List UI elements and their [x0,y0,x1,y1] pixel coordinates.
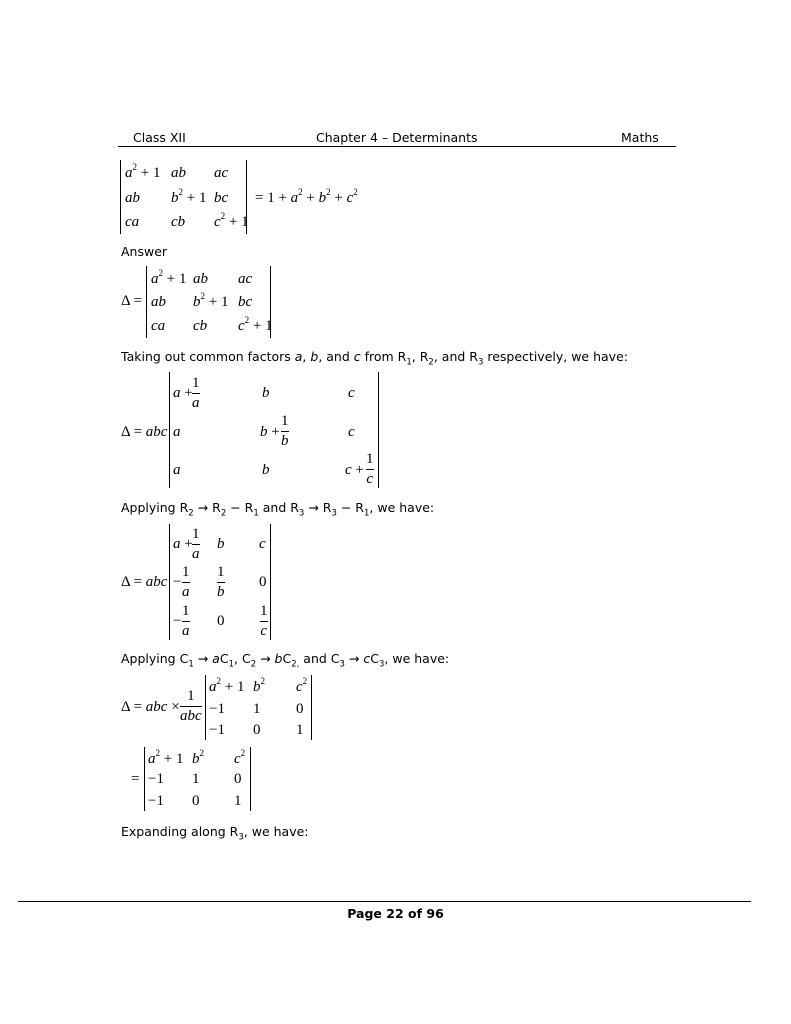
math-cell: bc [238,294,253,310]
math-cell: b [262,462,270,478]
math-cell: 0 [192,793,200,809]
math-cell: 0 [253,722,261,738]
fraction: 1 c [366,451,374,487]
math-cell: ca [125,214,140,230]
header-rule [118,146,676,147]
math-cell: 0 [234,771,242,787]
math-cell: b + [260,424,280,440]
fraction: 1 b [281,413,289,449]
fraction: 1 abc [180,688,202,724]
math-cell: 0 [217,613,225,629]
math-cell: $c^2$ [296,676,308,695]
math-cell: 1 [192,771,200,787]
math-cell: 1 [234,793,242,809]
det-bar-right [270,266,271,338]
math-cell: $b^2 + 1$ [193,291,229,310]
fraction: 1 a [182,603,190,639]
math-cell: cb [193,318,208,334]
math-cell: 0 [259,574,267,590]
problem-rhs: = $1 + a^2 + b^2 + c^2$ [255,187,358,206]
math-cell: −1 [148,771,164,787]
det-bar-right [246,160,247,234]
math-cell: $b^2$ [253,676,265,695]
det-bar-right [250,747,251,811]
math-cell: b [217,536,225,552]
math-cell: ca [151,318,166,334]
math-cell: c + [345,462,364,478]
math-cell: 0 [296,701,304,717]
math-cell: ab [125,190,140,206]
header-class: Class XII [133,130,186,145]
det-bar-right [270,524,271,640]
col-ops-text: Applying $C_1 \to aC_1$, $C_2 \to bC_{2,}$ and $C_3 \to cC_3$, we have: [121,651,450,670]
expanding-text: Expanding along $R_3$, we have: [121,824,309,843]
header-chapter: Chapter 4 – Determinants [316,130,478,145]
footer-rule [18,901,751,902]
math-lhs: Δ = abc × [121,699,180,715]
math-cell: a [173,424,181,440]
det-bar-left [146,266,147,338]
math-cell: $a^2 + 1$ [151,268,187,287]
math-cell: c [348,385,355,401]
math-cell: − [173,574,182,590]
common-factors-text: Taking out common factors a, b, and c from $R_1$, $R_2$, and $R_3$ respectively, we have: [121,349,628,368]
math-cell: c [348,424,355,440]
math-cell: − [173,613,182,629]
math-cell: c [259,536,266,552]
det-bar-right [311,675,312,740]
math-cell: $a^2 + 1$ [209,676,245,695]
math-cell: cb [171,214,186,230]
fraction: 1 a [192,375,200,411]
math-lhs: Δ = abc [121,574,168,590]
math-cell: −1 [209,701,225,717]
math-cell: $b^2$ [192,748,204,767]
math-cell: $a^2 + 1$ [125,162,161,181]
fraction: 1 a [182,564,190,600]
fraction: 1 b [217,564,225,600]
math-cell: a + [173,536,193,552]
fraction: 1 a [192,526,200,562]
math-cell: a [173,462,181,478]
page-number: Page 22 of 96 [347,906,444,921]
math-cell: 1 [253,701,261,717]
math-lhs: Δ = [121,293,143,309]
math-cell: ac [238,271,253,287]
answer-label: Answer [121,244,168,259]
math-cell: ab [193,271,208,287]
det-bar-left [169,524,170,640]
math-cell: ab [171,165,186,181]
math-cell: ab [151,294,166,310]
det-bar-left [169,372,170,488]
math-lhs: = [131,771,140,787]
math-cell: $c^2 + 1$ [238,315,273,334]
math-lhs: Δ = abc [121,424,168,440]
det-bar-right [378,372,379,488]
row-ops-text: Applying $R_2 \to R_2 - R_1$ and $R_3 \to R_3 - R_1$, we have: [121,500,435,519]
det-bar-left [144,747,145,811]
math-cell: $c^2 + 1$ [214,211,249,230]
math-cell: bc [214,190,229,206]
det-bar-left [205,675,206,740]
math-cell: a + [173,385,193,401]
math-cell: $b^2 + 1$ [171,187,207,206]
math-cell: $c^2$ [234,748,246,767]
det-bar-left [120,160,121,234]
math-cell: ac [214,165,229,181]
math-cell: 1 [296,722,304,738]
math-cell: b [262,385,270,401]
math-cell: −1 [148,793,164,809]
header-subject: Maths [621,130,659,145]
math-cell: $a^2 + 1$ [148,748,184,767]
math-cell: −1 [209,722,225,738]
fraction: 1 c [260,603,268,639]
